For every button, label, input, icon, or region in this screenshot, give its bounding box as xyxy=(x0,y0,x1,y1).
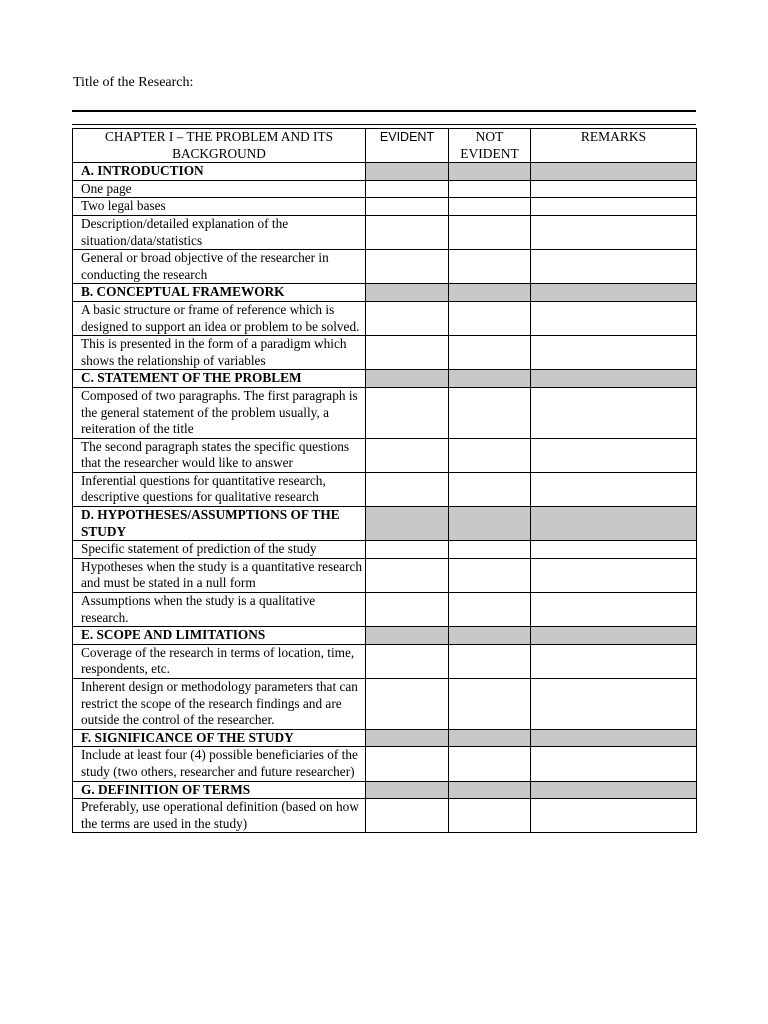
not-evident-cell[interactable] xyxy=(449,747,531,781)
section-row xyxy=(73,627,697,645)
checklist-body xyxy=(73,163,697,833)
section-row xyxy=(73,163,697,181)
section-remarks-cell xyxy=(531,507,697,541)
header-chapter: CHAPTER I – THE PROBLEM AND ITS BACKGROUND xyxy=(73,129,366,163)
evident-cell[interactable] xyxy=(366,215,449,249)
criterion-row xyxy=(73,301,697,335)
section-title: F. SIGNIFICANCE OF THE STUDY xyxy=(73,729,366,747)
criterion-text: A basic structure or frame of reference which is designed to support an idea or problem to be solved. xyxy=(73,301,366,335)
not-evident-cell[interactable] xyxy=(449,215,531,249)
section-evident-cell xyxy=(366,163,449,181)
section-not-evident-cell xyxy=(449,284,531,302)
remarks-cell[interactable] xyxy=(531,644,697,678)
title-underline-thin xyxy=(72,124,696,125)
section-title: C. STATEMENT OF THE PROBLEM xyxy=(73,370,366,388)
not-evident-cell[interactable] xyxy=(449,301,531,335)
section-row xyxy=(73,781,697,799)
criterion-text: Assumptions when the study is a qualitative research. xyxy=(73,593,366,627)
remarks-cell[interactable] xyxy=(531,679,697,730)
not-evident-cell[interactable] xyxy=(449,198,531,216)
section-row xyxy=(73,284,697,302)
criterion-text: Preferably, use operational definition (based on how the terms are used in the study) xyxy=(73,799,366,833)
remarks-cell[interactable] xyxy=(531,472,697,506)
criterion-text: One page xyxy=(73,180,366,198)
criterion-row xyxy=(73,215,697,249)
remarks-cell[interactable] xyxy=(531,541,697,559)
criterion-row xyxy=(73,438,697,472)
criterion-text: Inherent design or methodology parameters that can restrict the scope of the research findings and are outside the control of the researcher. xyxy=(73,679,366,730)
table-header-row xyxy=(73,129,697,163)
section-remarks-cell xyxy=(531,163,697,181)
section-remarks-cell xyxy=(531,284,697,302)
not-evident-cell[interactable] xyxy=(449,541,531,559)
not-evident-cell[interactable] xyxy=(449,679,531,730)
criterion-text: This is presented in the form of a paradigm which shows the relationship of variables xyxy=(73,336,366,370)
remarks-cell[interactable] xyxy=(531,438,697,472)
criterion-row xyxy=(73,644,697,678)
criterion-text: The second paragraph states the specific questions that the researcher would like to answer xyxy=(73,438,366,472)
criterion-text: Specific statement of prediction of the study xyxy=(73,541,366,559)
criterion-row xyxy=(73,198,697,216)
section-not-evident-cell xyxy=(449,507,531,541)
section-not-evident-cell xyxy=(449,729,531,747)
section-not-evident-cell xyxy=(449,370,531,388)
criterion-row xyxy=(73,799,697,833)
section-not-evident-cell xyxy=(449,627,531,645)
section-evident-cell xyxy=(366,507,449,541)
not-evident-cell[interactable] xyxy=(449,644,531,678)
remarks-cell[interactable] xyxy=(531,215,697,249)
section-evident-cell xyxy=(366,781,449,799)
not-evident-cell[interactable] xyxy=(449,799,531,833)
evident-cell[interactable] xyxy=(366,180,449,198)
remarks-cell[interactable] xyxy=(531,180,697,198)
not-evident-cell[interactable] xyxy=(449,472,531,506)
not-evident-cell[interactable] xyxy=(449,180,531,198)
remarks-cell[interactable] xyxy=(531,387,697,438)
evident-cell[interactable] xyxy=(366,679,449,730)
evident-cell[interactable] xyxy=(366,558,449,592)
header-not-evident: NOT EVIDENT xyxy=(449,129,531,163)
evident-cell[interactable] xyxy=(366,747,449,781)
not-evident-cell[interactable] xyxy=(449,250,531,284)
section-remarks-cell xyxy=(531,729,697,747)
section-remarks-cell xyxy=(531,781,697,799)
remarks-cell[interactable] xyxy=(531,301,697,335)
section-row xyxy=(73,729,697,747)
evident-cell[interactable] xyxy=(366,387,449,438)
title-of-research-label: Title of the Research: xyxy=(73,75,194,90)
evident-cell[interactable] xyxy=(366,250,449,284)
criterion-text: Description/detailed explanation of the situation/data/statistics xyxy=(73,215,366,249)
remarks-cell[interactable] xyxy=(531,593,697,627)
section-title: B. CONCEPTUAL FRAMEWORK xyxy=(73,284,366,302)
evident-cell[interactable] xyxy=(366,438,449,472)
title-underline-thick xyxy=(72,110,696,112)
header-evident: EVIDENT xyxy=(366,129,449,163)
not-evident-cell[interactable] xyxy=(449,336,531,370)
not-evident-cell[interactable] xyxy=(449,593,531,627)
evident-cell[interactable] xyxy=(366,799,449,833)
criterion-row xyxy=(73,541,697,559)
criterion-row xyxy=(73,472,697,506)
section-evident-cell xyxy=(366,284,449,302)
evident-cell[interactable] xyxy=(366,336,449,370)
criterion-row xyxy=(73,250,697,284)
chapter-checklist-table xyxy=(72,128,697,833)
header-remarks: REMARKS xyxy=(531,129,697,163)
section-row xyxy=(73,370,697,388)
criterion-text: Two legal bases xyxy=(73,198,366,216)
not-evident-cell[interactable] xyxy=(449,387,531,438)
remarks-cell[interactable] xyxy=(531,336,697,370)
section-title: E. SCOPE AND LIMITATIONS xyxy=(73,627,366,645)
not-evident-cell[interactable] xyxy=(449,558,531,592)
evident-cell[interactable] xyxy=(366,301,449,335)
section-title: G. DEFINITION OF TERMS xyxy=(73,781,366,799)
section-remarks-cell xyxy=(531,627,697,645)
criterion-text: Coverage of the research in terms of location, time, respondents, etc. xyxy=(73,644,366,678)
section-evident-cell xyxy=(366,729,449,747)
not-evident-cell[interactable] xyxy=(449,438,531,472)
criterion-row xyxy=(73,558,697,592)
remarks-cell[interactable] xyxy=(531,198,697,216)
section-row xyxy=(73,507,697,541)
criterion-row xyxy=(73,336,697,370)
section-title: A. INTRODUCTION xyxy=(73,163,366,181)
criterion-row xyxy=(73,180,697,198)
section-title: D. HYPOTHESES/ASSUMPTIONS OF THE STUDY xyxy=(73,507,366,541)
remarks-cell[interactable] xyxy=(531,799,697,833)
evident-cell[interactable] xyxy=(366,593,449,627)
criterion-row xyxy=(73,679,697,730)
remarks-cell[interactable] xyxy=(531,250,697,284)
criterion-text: Include at least four (4) possible beneficiaries of the study (two others, researcher and future researcher) xyxy=(73,747,366,781)
remarks-cell[interactable] xyxy=(531,558,697,592)
criterion-row xyxy=(73,747,697,781)
criterion-text: Composed of two paragraphs. The first paragraph is the general statement of the problem usually, a reiteration of the title xyxy=(73,387,366,438)
criterion-row xyxy=(73,593,697,627)
section-not-evident-cell xyxy=(449,781,531,799)
section-remarks-cell xyxy=(531,370,697,388)
evident-cell[interactable] xyxy=(366,472,449,506)
section-evident-cell xyxy=(366,627,449,645)
evident-cell[interactable] xyxy=(366,541,449,559)
remarks-cell[interactable] xyxy=(531,747,697,781)
evident-cell[interactable] xyxy=(366,198,449,216)
criterion-text: General or broad objective of the researcher in conducting the research xyxy=(73,250,366,284)
section-evident-cell xyxy=(366,370,449,388)
criterion-text: Inferential questions for quantitative research, descriptive questions for qualitative research xyxy=(73,472,366,506)
evident-cell[interactable] xyxy=(366,644,449,678)
criterion-row xyxy=(73,387,697,438)
criterion-text: Hypotheses when the study is a quantitative research and must be stated in a null form xyxy=(73,558,366,592)
section-not-evident-cell xyxy=(449,163,531,181)
